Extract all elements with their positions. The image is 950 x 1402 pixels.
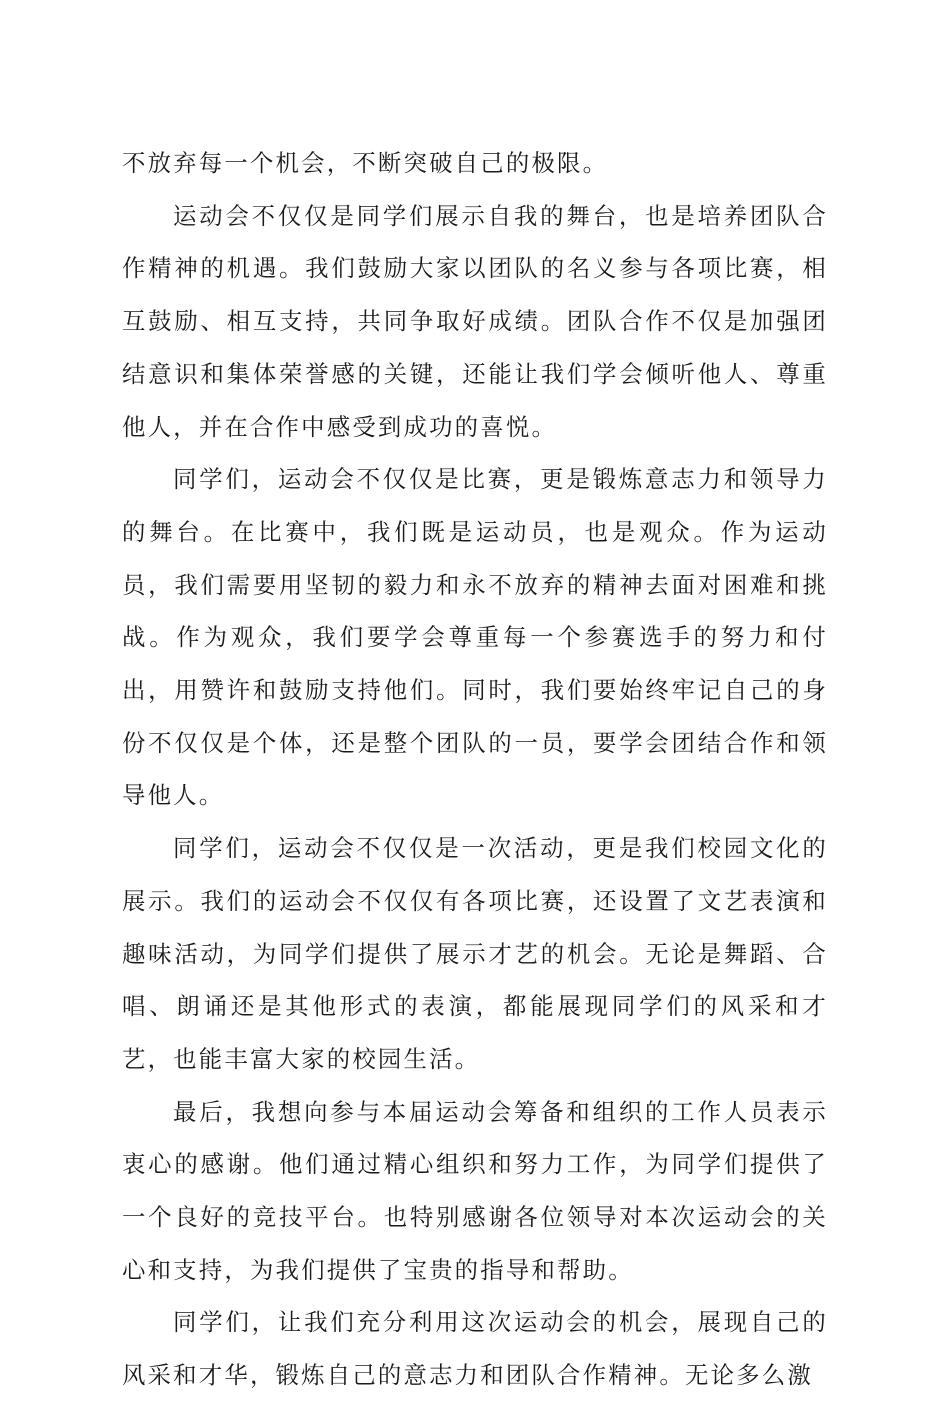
paragraph-continuation: 不放弃每一个机会，不断突破自己的极限。 [122,149,609,177]
paragraph-teamwork: 运动会不仅仅是同学们展示自我的舞台，也是培养团队合作精神的机遇。我们鼓励大家以团队的名义参与各项比赛，相互鼓励、相互支持，共同争取好成绩。团队合作不仅是加强团结意识和集体荣誉感的关键，还能让我们学会倾听他人、尊重他人，并在合作中感受到成功的喜悦。 [122,201,828,441]
paragraph-campus-culture: 同学们，运动会不仅仅是一次活动，更是我们校园文化的展示。我们的运动会不仅仅有各项比赛，还设置了文艺表演和趣味活动，为同学们提供了展示才艺的机会。无论是舞蹈、合唱、朗诵还是其他形式的表演，都能展现同学们的风采和才艺，也能丰富大家的校园生活。 [122,834,828,1073]
paragraph-willpower-leadership: 同学们，运动会不仅仅是比赛，更是锻炼意志力和领导力的舞台。在比赛中，我们既是运动员，也是观众。作为运动员，我们需要用坚韧的毅力和永不放弃的精神去面对困难和挑战。作为观众，我们要学会尊重每一个参赛选手的努力和付出，用赞许和鼓励支持他们。同时，我们要始终牢记自己的身份不仅仅是个体，还是整个团队的一员，要学会团结合作和领导他人。 [122,465,828,810]
paragraph-closing: 同学们，让我们充分利用这次运动会的机会，展现自己的风采和才华，锻炼自己的意志力和团队合作精神。无论多么激 [122,1308,828,1390]
document-body [122,137,828,1402]
paragraph-thanks: 最后，我想向参与本届运动会筹备和组织的工作人员表示衷心的感谢。他们通过精心组织和努力工作，为同学们提供了一个良好的竞技平台。也特别感谢各位领导对本次运动会的关心和支持，为我们提供了宝贵的指导和帮助。 [122,1097,828,1284]
